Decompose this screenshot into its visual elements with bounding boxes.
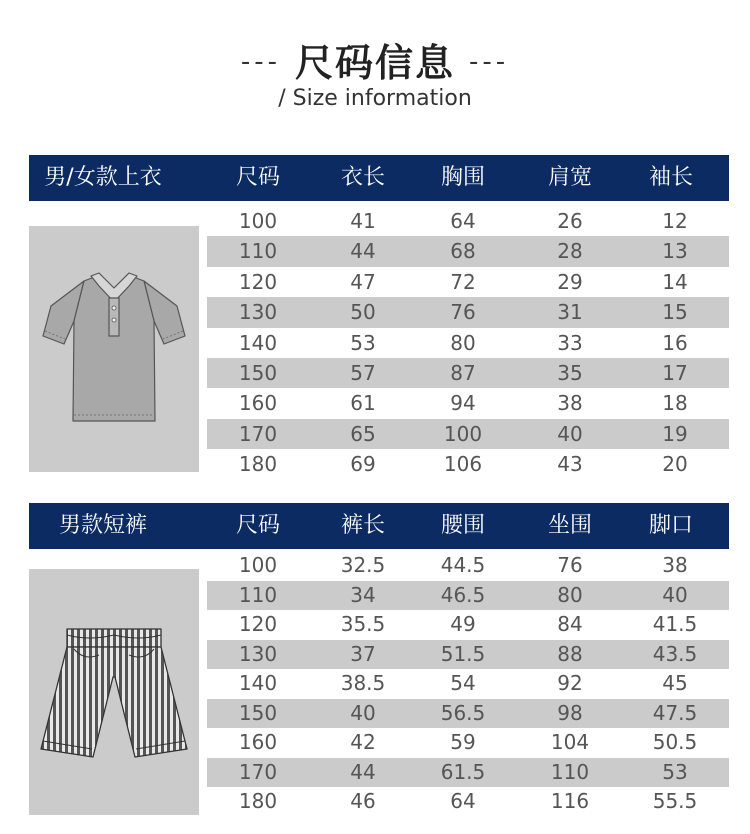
table-cell: 84 bbox=[557, 612, 583, 636]
table-row bbox=[207, 610, 729, 640]
table-cell: 40 bbox=[662, 582, 688, 607]
table-cell: 65 bbox=[350, 421, 376, 446]
table-row bbox=[207, 640, 729, 670]
table-cell: 40 bbox=[557, 421, 583, 446]
table-cell: 20 bbox=[662, 452, 688, 477]
table-cell: 170 bbox=[238, 421, 278, 446]
shorts-table-header bbox=[29, 503, 729, 549]
table-cell: 33 bbox=[557, 330, 583, 355]
title-dashes-left: --- bbox=[240, 47, 281, 77]
table-cell: 61 bbox=[350, 391, 376, 416]
table-cell: 110 bbox=[238, 582, 278, 607]
tops-image-panel bbox=[29, 226, 199, 472]
table-cell: 87 bbox=[450, 361, 476, 385]
table-cell: 61.5 bbox=[440, 759, 486, 784]
column-header: 男/女款上衣 bbox=[44, 165, 162, 190]
table-cell: 100 bbox=[238, 553, 278, 577]
table-cell: 40 bbox=[350, 700, 376, 725]
table-cell: 64 bbox=[450, 209, 476, 233]
table-cell: 46.5 bbox=[440, 582, 486, 607]
table-cell: 26 bbox=[557, 209, 583, 233]
table-row bbox=[207, 267, 729, 297]
table-row bbox=[207, 669, 729, 699]
table-cell: 42 bbox=[350, 730, 376, 754]
table-cell: 12 bbox=[662, 209, 688, 233]
table-cell: 104 bbox=[550, 730, 590, 754]
table-row bbox=[207, 206, 729, 236]
table-row bbox=[207, 358, 729, 388]
table-cell: 14 bbox=[662, 269, 688, 294]
striped-shorts-icon bbox=[29, 569, 199, 815]
column-header: 衣长 bbox=[340, 165, 385, 190]
tops-table-header bbox=[29, 155, 729, 201]
table-cell: 76 bbox=[450, 300, 476, 325]
page-title bbox=[0, 32, 750, 87]
table-cell: 51.5 bbox=[440, 641, 486, 666]
table-row bbox=[207, 297, 729, 327]
page-title-block bbox=[0, 32, 750, 87]
table-cell: 43.5 bbox=[652, 641, 698, 666]
polo-shirt-icon bbox=[29, 226, 199, 472]
table-cell: 150 bbox=[238, 361, 278, 385]
table-cell: 160 bbox=[238, 730, 278, 754]
title-dashes-right: --- bbox=[469, 47, 510, 77]
table-row bbox=[207, 388, 729, 418]
table-cell: 150 bbox=[238, 700, 278, 725]
table-row bbox=[207, 787, 729, 817]
table-cell: 110 bbox=[238, 239, 278, 264]
table-row bbox=[207, 551, 729, 581]
table-row bbox=[207, 758, 729, 788]
table-cell: 34 bbox=[350, 582, 376, 607]
table-cell: 55.5 bbox=[652, 789, 698, 813]
table-cell: 92 bbox=[557, 671, 583, 695]
table-cell: 64 bbox=[450, 789, 476, 813]
table-cell: 69 bbox=[350, 452, 376, 477]
table-cell: 59 bbox=[450, 730, 476, 754]
table-cell: 106 bbox=[443, 452, 483, 477]
table-cell: 57 bbox=[350, 361, 376, 385]
table-cell: 17 bbox=[662, 361, 688, 385]
column-header: 坐围 bbox=[547, 513, 592, 538]
table-cell: 130 bbox=[238, 641, 278, 666]
table-cell: 46 bbox=[350, 789, 376, 813]
column-header: 肩宽 bbox=[547, 165, 592, 190]
table-cell: 44.5 bbox=[440, 553, 486, 577]
table-cell: 54 bbox=[450, 671, 476, 695]
table-cell: 47.5 bbox=[652, 700, 698, 725]
table-cell: 44 bbox=[350, 759, 376, 784]
column-header: 腰围 bbox=[440, 513, 485, 538]
table-cell: 160 bbox=[238, 391, 278, 416]
table-cell: 53 bbox=[662, 759, 688, 784]
shorts-size-table bbox=[29, 503, 729, 834]
table-cell: 38 bbox=[557, 391, 583, 416]
table-cell: 56.5 bbox=[440, 700, 486, 725]
table-cell: 45 bbox=[662, 671, 688, 695]
tops-size-table bbox=[29, 155, 729, 485]
table-cell: 31 bbox=[557, 300, 583, 325]
table-cell: 19 bbox=[662, 421, 688, 446]
table-cell: 98 bbox=[557, 700, 583, 725]
table-cell: 43 bbox=[557, 452, 583, 477]
table-cell: 41 bbox=[350, 209, 376, 233]
table-row bbox=[207, 699, 729, 729]
table-cell: 100 bbox=[443, 421, 483, 446]
table-cell: 47 bbox=[350, 269, 376, 294]
table-cell: 170 bbox=[238, 759, 278, 784]
page-title-text: 尺码信息 bbox=[294, 41, 455, 85]
table-cell: 35.5 bbox=[340, 612, 386, 636]
table-cell: 100 bbox=[238, 209, 278, 233]
table-cell: 28 bbox=[557, 239, 583, 264]
table-cell: 120 bbox=[238, 269, 278, 294]
table-cell: 29 bbox=[557, 269, 583, 294]
table-cell: 140 bbox=[238, 671, 278, 695]
table-cell: 38.5 bbox=[340, 671, 386, 695]
column-header: 尺码 bbox=[235, 513, 280, 538]
column-header: 脚口 bbox=[648, 513, 693, 538]
table-row bbox=[207, 728, 729, 758]
table-cell: 88 bbox=[557, 641, 583, 666]
table-cell: 13 bbox=[662, 239, 688, 264]
table-cell: 72 bbox=[450, 269, 476, 294]
column-header: 袖长 bbox=[648, 165, 693, 190]
table-row bbox=[207, 449, 729, 479]
table-cell: 15 bbox=[662, 300, 688, 325]
table-cell: 37 bbox=[350, 641, 376, 666]
table-cell: 49 bbox=[450, 612, 476, 636]
table-cell: 180 bbox=[238, 452, 278, 477]
table-row bbox=[207, 328, 729, 358]
table-cell: 80 bbox=[557, 582, 583, 607]
table-cell: 110 bbox=[550, 759, 590, 784]
column-header: 尺码 bbox=[235, 165, 280, 190]
table-cell: 130 bbox=[238, 300, 278, 325]
table-cell: 76 bbox=[557, 553, 583, 577]
table-cell: 50 bbox=[350, 300, 376, 325]
table-cell: 80 bbox=[450, 330, 476, 355]
column-header: 裤长 bbox=[340, 513, 385, 538]
table-row bbox=[207, 236, 729, 266]
table-cell: 120 bbox=[238, 612, 278, 636]
page-subtitle: / Size information bbox=[278, 86, 472, 111]
shorts-image-panel bbox=[29, 569, 199, 815]
column-header: 胸围 bbox=[440, 165, 485, 190]
table-cell: 18 bbox=[662, 391, 688, 416]
table-cell: 38 bbox=[662, 553, 688, 577]
table-cell: 68 bbox=[450, 239, 476, 264]
table-cell: 140 bbox=[238, 330, 278, 355]
table-row bbox=[207, 419, 729, 449]
table-cell: 53 bbox=[350, 330, 376, 355]
table-cell: 16 bbox=[662, 330, 688, 355]
table-cell: 116 bbox=[550, 789, 590, 813]
column-header: 男款短裤 bbox=[58, 513, 147, 538]
table-cell: 94 bbox=[450, 391, 476, 416]
table-cell: 35 bbox=[557, 361, 583, 385]
table-cell: 50.5 bbox=[652, 730, 698, 754]
table-cell: 44 bbox=[350, 239, 376, 264]
table-cell: 180 bbox=[238, 789, 278, 813]
table-cell: 32.5 bbox=[340, 553, 386, 577]
table-row bbox=[207, 581, 729, 611]
table-cell: 41.5 bbox=[652, 612, 698, 636]
